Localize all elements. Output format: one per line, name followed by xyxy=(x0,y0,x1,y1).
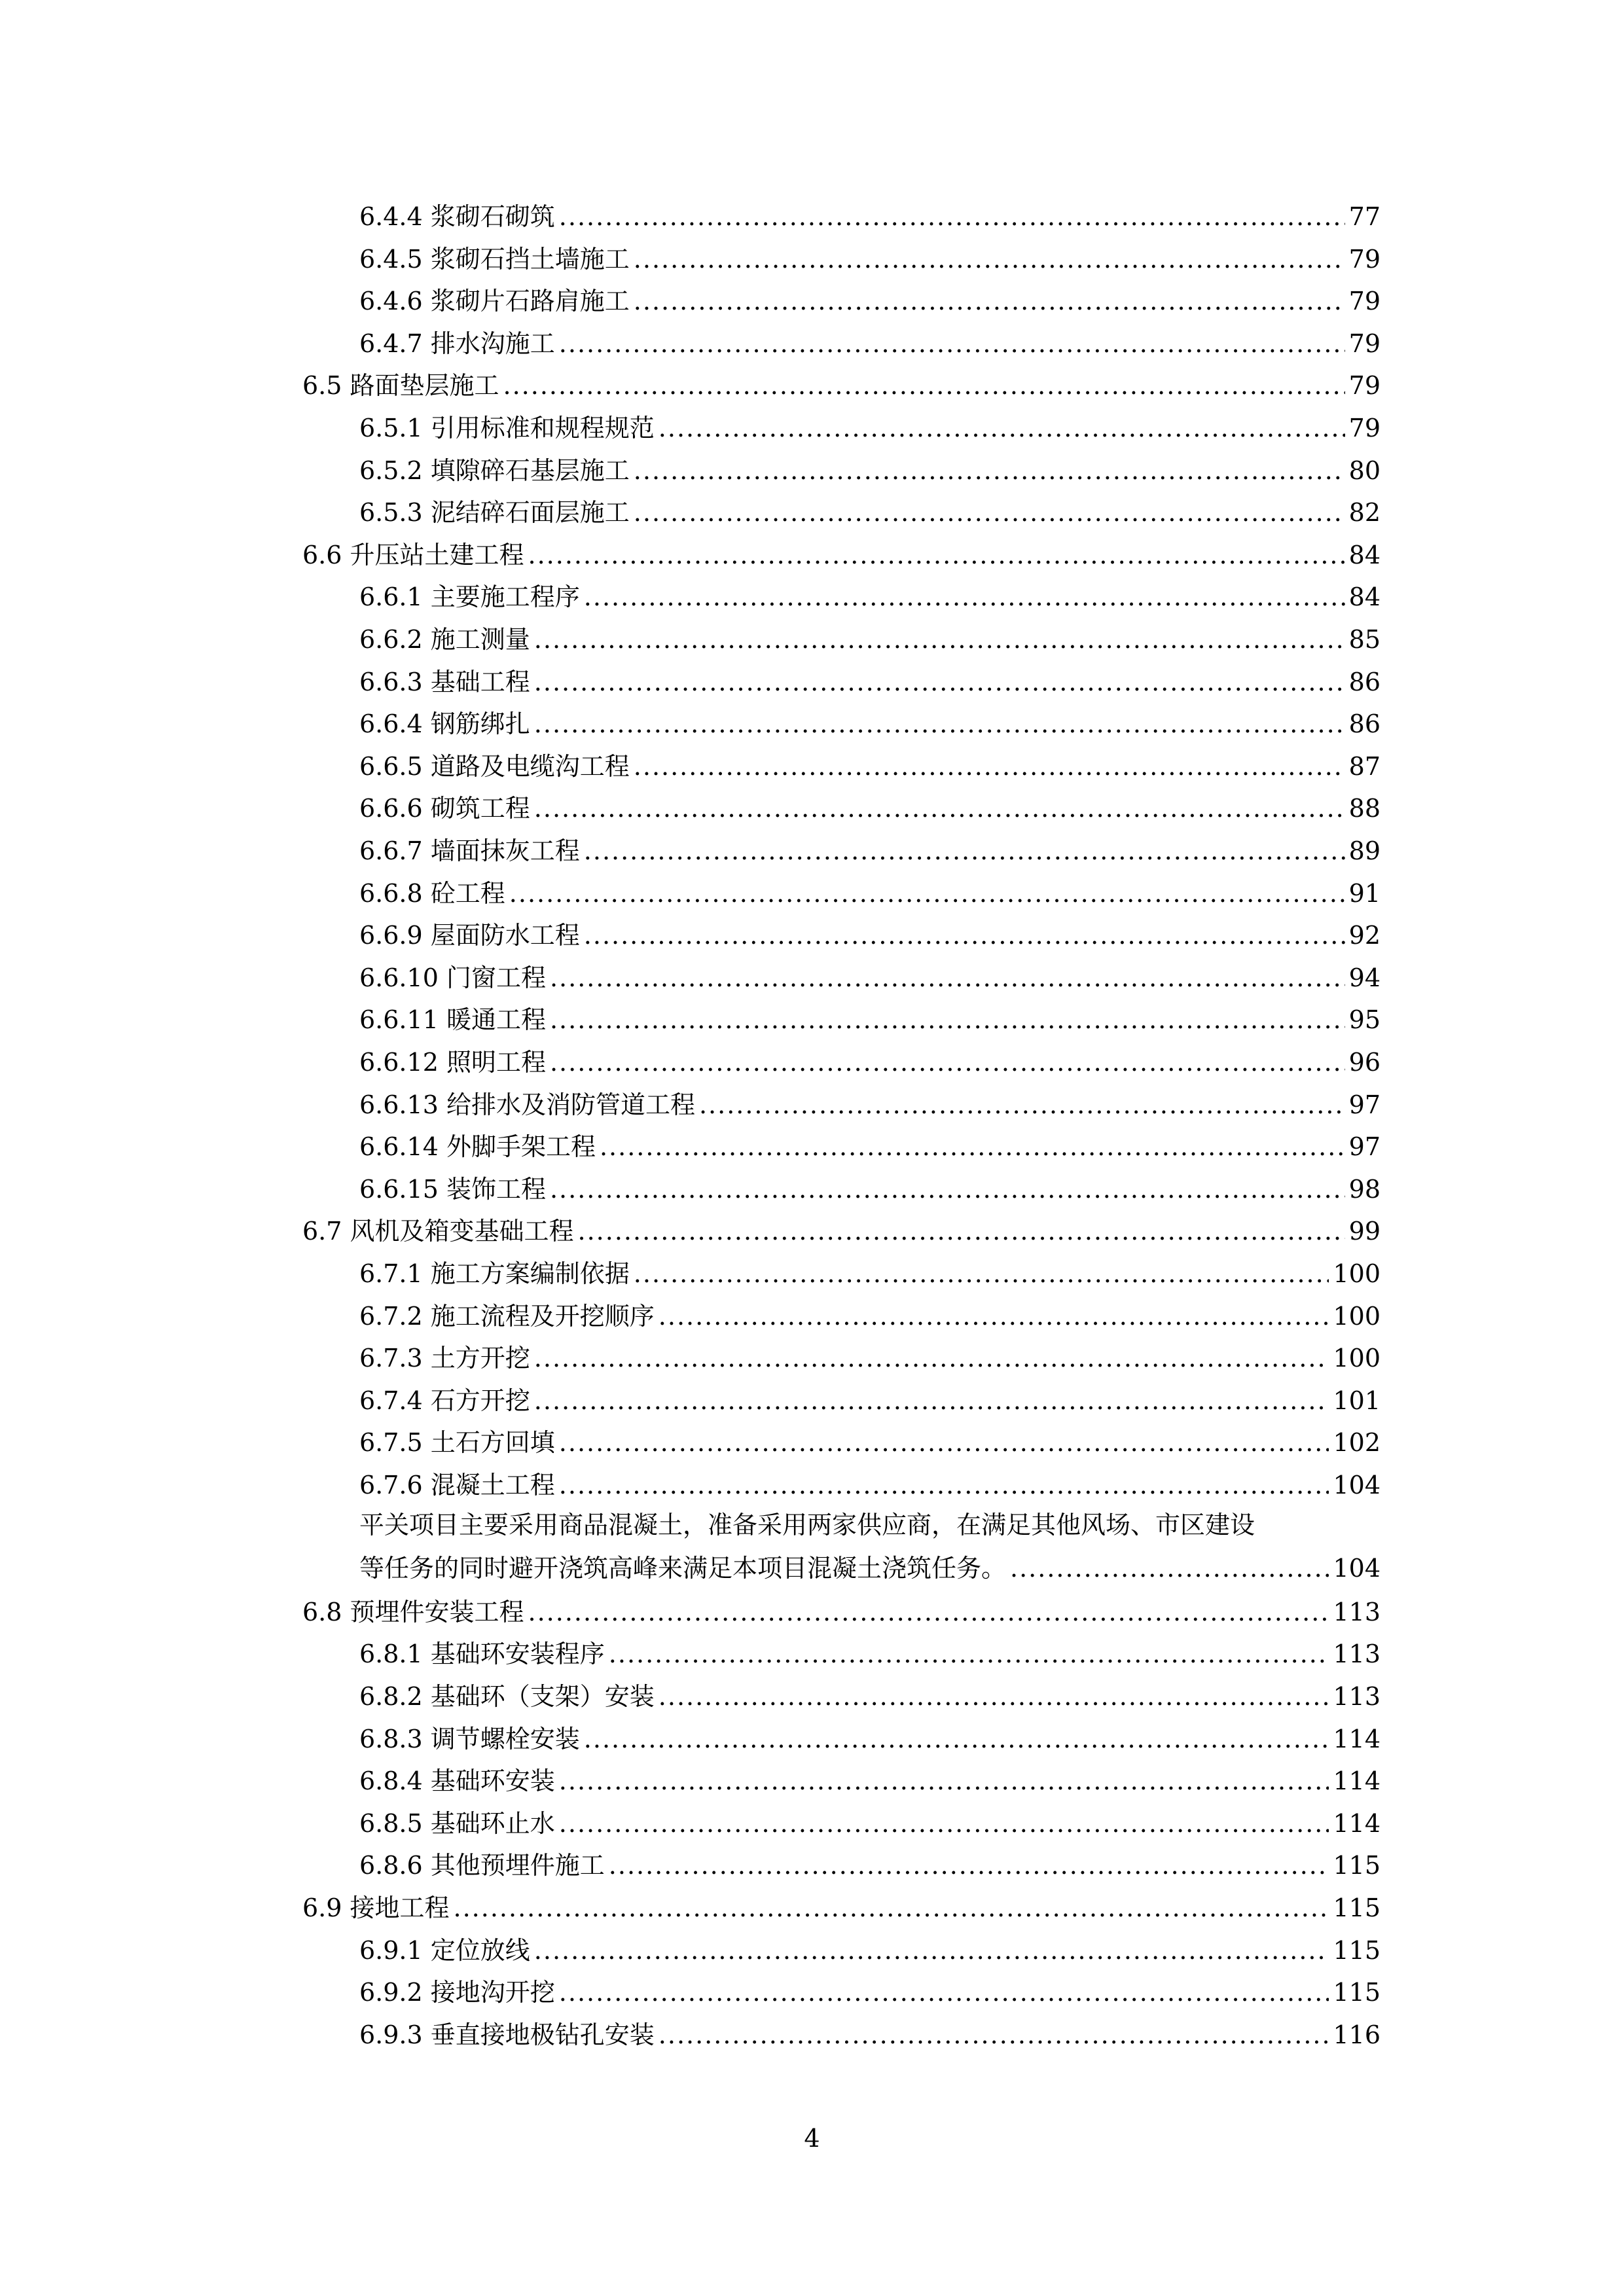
toc-subsection-entry[interactable] xyxy=(359,1724,1380,1754)
toc-entry-title: 6.9.3 垂直接地极钻孔安装 xyxy=(359,2020,655,2049)
toc-entry-page: 102 xyxy=(1333,1428,1380,1458)
toc-subsection-entry[interactable] xyxy=(359,413,1380,443)
toc-entry-title: 6.6.7 墙面抹灰工程 xyxy=(359,836,580,865)
leader-dots xyxy=(634,1259,1329,1289)
toc-entry-page: 79 xyxy=(1348,329,1380,358)
toc-entry-title: 6.4.5 浆砌石挡土墙施工 xyxy=(359,244,630,274)
toc-entry-page: 91 xyxy=(1348,878,1380,908)
toc-subsection-entry[interactable] xyxy=(359,963,1380,993)
toc-subsection-entry[interactable] xyxy=(359,244,1380,274)
toc-entry-title: 6.9 接地工程 xyxy=(302,1893,450,1922)
leader-dots xyxy=(559,1427,1329,1458)
toc-entry-page: 80 xyxy=(1348,456,1380,485)
toc-section-entry[interactable] xyxy=(302,540,1380,570)
toc-entry-title: 6.6 升压站土建工程 xyxy=(302,540,524,569)
toc-subsection-entry[interactable] xyxy=(359,1808,1380,1839)
toc-subsection-entry[interactable] xyxy=(359,1132,1380,1162)
toc-subsection-entry[interactable] xyxy=(359,1005,1380,1035)
toc-entry-title: 6.8.5 基础环止水 xyxy=(359,1808,555,1838)
toc-entry-title: 6.7.1 施工方案编制依据 xyxy=(359,1259,630,1288)
toc-entry-page: 116 xyxy=(1333,2020,1380,2049)
toc-entry-title: 6.6.9 屋面防水工程 xyxy=(359,921,580,950)
toc-entry-title: 6.8.3 调节螺栓安装 xyxy=(359,1724,580,1753)
toc-entry-page: 82 xyxy=(1348,498,1380,528)
toc-entry-title: 6.6.6 砌筑工程 xyxy=(359,794,530,823)
toc-entry-page: 113 xyxy=(1333,1640,1380,1669)
leader-dots xyxy=(550,1047,1345,1077)
toc-entry-title: 6.6.11 暖通工程 xyxy=(359,1005,546,1035)
toc-subsection-entry[interactable] xyxy=(359,1766,1380,1796)
toc-section-entry[interactable] xyxy=(302,1216,1380,1246)
leader-dots xyxy=(584,1724,1329,1754)
toc-entry-page: 113 xyxy=(1333,1597,1380,1626)
leader-dots xyxy=(550,963,1345,993)
leader-dots xyxy=(509,878,1345,908)
toc-entry-page: 114 xyxy=(1333,1724,1380,1753)
toc-entry-page: 104 xyxy=(1333,1471,1380,1499)
toc-subsection-entry[interactable] xyxy=(359,667,1380,697)
leader-dots xyxy=(534,1386,1329,1416)
toc-entry-title: 6.5 路面垫层施工 xyxy=(302,371,499,401)
toc-entry-page: 85 xyxy=(1348,625,1380,654)
leader-dots xyxy=(528,540,1345,570)
leader-dots xyxy=(454,1893,1329,1923)
leader-dots xyxy=(584,836,1345,866)
toc-subsection-entry[interactable] xyxy=(359,624,1380,655)
toc-entry-page: 87 xyxy=(1348,751,1380,781)
leader-dots xyxy=(503,370,1345,401)
toc-entry-title: 6.4.7 排水沟施工 xyxy=(359,329,555,358)
leader-dots xyxy=(528,1597,1329,1627)
leader-dots xyxy=(534,624,1345,655)
leader-dots xyxy=(550,1005,1345,1035)
toc-section-entry[interactable] xyxy=(302,1893,1380,1923)
toc-subsection-entry[interactable] xyxy=(359,497,1380,528)
toc-entry-page: 95 xyxy=(1348,1005,1380,1035)
toc-entry-title: 6.7.5 土石方回填 xyxy=(359,1428,555,1458)
toc-subsection-entry[interactable] xyxy=(359,1259,1380,1289)
toc-entry-title: 6.6.15 装饰工程 xyxy=(359,1174,546,1204)
toc-entry-page: 100 xyxy=(1333,1259,1380,1288)
toc-entry-page: 97 xyxy=(1348,1090,1380,1119)
leader-dots xyxy=(559,329,1345,359)
toc-note-line-2[interactable] xyxy=(359,1553,1380,1583)
toc-subsection-entry[interactable] xyxy=(359,1935,1380,1965)
toc-entry-title: 6.4.4 浆砌石砌筑 xyxy=(359,202,555,231)
toc-entry-page: 114 xyxy=(1333,1808,1380,1838)
toc-entry-page: 115 xyxy=(1333,1851,1380,1880)
toc-entry-page: 115 xyxy=(1333,1893,1380,1922)
leader-dots xyxy=(634,497,1345,528)
toc-entry-title: 6.6.4 钢筋绑扎 xyxy=(359,709,530,739)
leader-dots xyxy=(659,1681,1329,1712)
toc-subsection-entry[interactable] xyxy=(359,2020,1380,2050)
leader-dots xyxy=(659,1301,1329,1331)
toc-subsection-entry[interactable] xyxy=(359,1047,1380,1077)
toc-subsection-entry[interactable] xyxy=(359,1174,1380,1204)
leader-dots xyxy=(559,1766,1329,1796)
toc-subsection-entry[interactable] xyxy=(359,1343,1380,1373)
toc-entry-page: 100 xyxy=(1333,1344,1380,1373)
toc-entry-title: 6.8 预埋件安装工程 xyxy=(302,1597,524,1626)
toc-note-text: 等任务的同时避开浇筑高峰来满足本项目混凝土浇筑任务。 xyxy=(359,1554,1007,1583)
toc-entry-page: 86 xyxy=(1348,667,1380,696)
toc-entry-page: 96 xyxy=(1348,1048,1380,1077)
toc-entry-title: 6.8.1 基础环安装程序 xyxy=(359,1640,605,1669)
leader-dots xyxy=(634,751,1345,781)
toc-subsection-entry[interactable] xyxy=(359,878,1380,908)
toc-entry-page: 92 xyxy=(1348,921,1380,950)
toc-subsection-entry[interactable] xyxy=(359,793,1380,823)
toc-subsection-entry[interactable] xyxy=(359,751,1380,781)
toc-entry-title: 6.6.3 基础工程 xyxy=(359,667,530,696)
toc-entry-title: 6.9.2 接地沟开挖 xyxy=(359,1978,555,2007)
toc-entry-page: 88 xyxy=(1348,794,1380,823)
toc-entry-page: 94 xyxy=(1348,963,1380,992)
leader-dots xyxy=(584,920,1345,950)
toc-subsection-entry[interactable] xyxy=(359,202,1380,232)
leader-dots xyxy=(534,667,1345,697)
toc-subsection-entry[interactable] xyxy=(359,456,1380,486)
toc-entry-title: 6.6.1 主要施工程序 xyxy=(359,583,580,612)
toc-entry-page: 97 xyxy=(1348,1132,1380,1162)
leader-dots xyxy=(600,1132,1345,1162)
toc-subsection-entry[interactable] xyxy=(359,1090,1380,1120)
page-number: 4 xyxy=(804,2124,820,2153)
leader-dots xyxy=(609,1639,1329,1669)
leader-dots xyxy=(534,793,1345,823)
toc-entry-title: 6.6.8 砼工程 xyxy=(359,878,505,908)
toc-entry-title: 6.8.4 基础环安装 xyxy=(359,1767,555,1796)
leader-dots xyxy=(578,1216,1345,1246)
toc-entry-title: 6.7 风机及箱变基础工程 xyxy=(302,1217,574,1246)
toc-section-entry[interactable] xyxy=(302,370,1380,401)
toc-subsection-entry[interactable] xyxy=(359,1470,1380,1500)
toc-entry-title: 6.9.1 定位放线 xyxy=(359,1935,530,1965)
leader-dots xyxy=(550,1174,1345,1204)
leader-dots xyxy=(559,1808,1329,1839)
leader-dots xyxy=(699,1090,1345,1120)
toc-entry-title: 6.6.2 施工测量 xyxy=(359,625,530,654)
toc-entry-title: 6.5.2 填隙碎石基层施工 xyxy=(359,456,630,485)
leader-dots xyxy=(559,1470,1329,1500)
toc-entry-page: 115 xyxy=(1333,1935,1380,1965)
toc-subsection-entry[interactable] xyxy=(359,1977,1380,2007)
toc-subsection-entry[interactable] xyxy=(359,1639,1380,1669)
leader-dots xyxy=(534,1343,1329,1373)
toc-entry-page: 98 xyxy=(1348,1174,1380,1204)
toc-entry-page: 79 xyxy=(1348,244,1380,274)
toc-entry-page: 114 xyxy=(1333,1767,1380,1796)
leader-dots xyxy=(559,202,1345,232)
leader-dots xyxy=(534,1935,1329,1965)
toc-entry-title: 6.7.6 混凝土工程 xyxy=(359,1471,555,1499)
toc-subsection-entry[interactable] xyxy=(359,1427,1380,1458)
toc-entry-page: 84 xyxy=(1348,540,1380,569)
leader-dots xyxy=(634,456,1345,486)
leader-dots xyxy=(634,286,1345,316)
toc-entry-title: 6.7.2 施工流程及开挖顺序 xyxy=(359,1301,655,1331)
toc-entry-title: 6.8.6 其他预埋件施工 xyxy=(359,1851,605,1880)
toc-note-line-1: 平关项目主要采用商品混凝土，准备采用两家供应商，在满足其他风场、市区建设 xyxy=(359,1511,1255,1539)
leader-dots xyxy=(609,1850,1329,1880)
toc-entry-page: 89 xyxy=(1348,836,1380,865)
toc-entry-page: 100 xyxy=(1333,1301,1380,1331)
toc-entry-title: 6.6.10 门窗工程 xyxy=(359,963,546,992)
toc-subsection-entry[interactable] xyxy=(359,1681,1380,1712)
toc-entry-title: 6.6.5 道路及电缆沟工程 xyxy=(359,751,630,781)
leader-dots xyxy=(659,413,1345,443)
toc-entry-title: 6.7.3 土方开挖 xyxy=(359,1344,530,1373)
leader-dots xyxy=(559,1977,1329,2007)
toc-entry-page: 113 xyxy=(1333,1682,1380,1711)
toc-subsection-entry[interactable] xyxy=(359,920,1380,950)
toc-subsection-entry[interactable] xyxy=(359,582,1380,612)
toc-section-entry[interactable] xyxy=(302,1597,1380,1627)
toc-subsection-entry[interactable] xyxy=(359,709,1380,739)
toc-entry-page: 115 xyxy=(1333,1978,1380,2007)
toc-subsection-entry[interactable] xyxy=(359,836,1380,866)
toc-entry-title: 6.6.13 给排水及消防管道工程 xyxy=(359,1090,695,1119)
toc-entry-page: 99 xyxy=(1348,1217,1380,1246)
toc-entry-title: 6.6.14 外脚手架工程 xyxy=(359,1132,596,1162)
leader-dots xyxy=(584,582,1345,612)
toc-entry-title: 6.8.2 基础环（支架）安装 xyxy=(359,1682,655,1711)
toc-entry-title: 6.4.6 浆砌片石路肩施工 xyxy=(359,287,630,316)
toc-subsection-entry[interactable] xyxy=(359,1850,1380,1880)
toc-entry-title: 6.5.1 引用标准和规程规范 xyxy=(359,414,655,442)
toc-subsection-entry[interactable] xyxy=(359,329,1380,359)
toc-subsection-entry[interactable] xyxy=(359,1386,1380,1416)
toc-entry-page: 79 xyxy=(1348,287,1380,316)
toc-entry-title: 6.5.3 泥结碎石面层施工 xyxy=(359,498,630,528)
toc-entry-page: 77 xyxy=(1348,202,1380,231)
toc-entry-page: 79 xyxy=(1348,371,1380,401)
leader-dots xyxy=(1010,1553,1329,1583)
toc-entry-page: 101 xyxy=(1333,1386,1380,1415)
leader-dots xyxy=(534,709,1345,739)
toc-entry-title: 6.6.12 照明工程 xyxy=(359,1048,546,1077)
toc-entry-page: 84 xyxy=(1348,583,1380,612)
toc-note-page: 104 xyxy=(1333,1554,1380,1583)
leader-dots xyxy=(659,2020,1329,2050)
toc-entry-title: 6.7.4 石方开挖 xyxy=(359,1386,530,1415)
toc-entry-page: 86 xyxy=(1348,709,1380,739)
toc-entry-page: 79 xyxy=(1348,414,1380,442)
leader-dots xyxy=(634,244,1345,274)
toc-subsection-entry[interactable] xyxy=(359,1301,1380,1331)
toc-subsection-entry[interactable] xyxy=(359,286,1380,316)
